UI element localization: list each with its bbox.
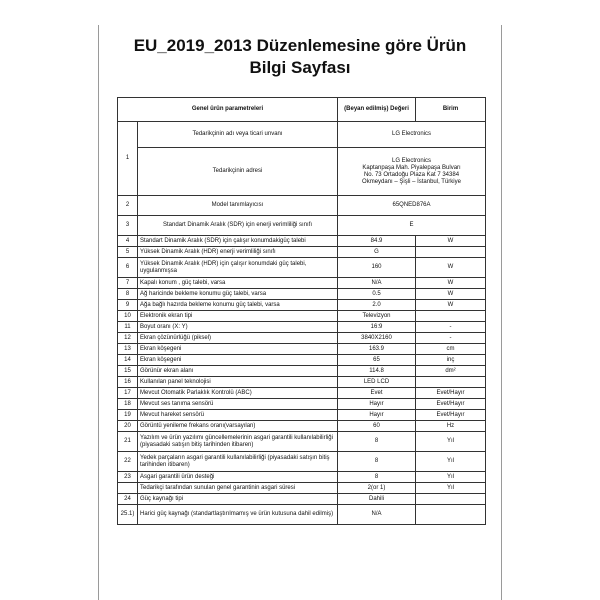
row-number: 23: [118, 472, 138, 483]
param-unit: dm²: [416, 366, 486, 377]
param-value: 0.5: [338, 289, 416, 300]
header-value: (Beyan edilmiş) Değeri: [338, 98, 416, 122]
row-number: 20: [118, 421, 138, 432]
param-unit: [416, 505, 486, 525]
param-label: Ekran köşegeni: [138, 344, 338, 355]
table-row: [118, 452, 486, 472]
table-row: [118, 278, 486, 289]
param-unit: Evet/Hayır: [416, 388, 486, 399]
param-value: Dahili: [338, 494, 416, 505]
param-label: Model tanımlayıcısı: [138, 196, 338, 216]
param-label: Kapalı konum , güç talebi, varsa: [138, 278, 338, 289]
table-row: [118, 377, 486, 388]
param-unit: Yıl: [416, 472, 486, 483]
param-unit: Yıl: [416, 483, 486, 494]
param-label: Yazılım ve ürün yazılımı güncellemelerinin asgari garantili kullanılabilirliği (piyasadaki satışın bitiş tarihinden itibaren): [138, 432, 338, 452]
param-value: Hayır: [338, 399, 416, 410]
row-number: 14: [118, 355, 138, 366]
param-unit: Evet/Hayır: [416, 410, 486, 421]
row-number: 4: [118, 236, 138, 247]
row-number: 3: [118, 216, 138, 236]
row-number: 21: [118, 432, 138, 452]
param-unit: Yıl: [416, 432, 486, 452]
row-number: 12: [118, 333, 138, 344]
table-row: [118, 258, 486, 278]
param-unit: [416, 377, 486, 388]
row-number: 15: [118, 366, 138, 377]
row-number: 11: [118, 322, 138, 333]
param-unit: Evet/Hayır: [416, 399, 486, 410]
param-value: N/A: [338, 278, 416, 289]
param-label: Görünür ekran alanı: [138, 366, 338, 377]
param-value: 16:9: [338, 322, 416, 333]
param-label: Ağa bağlı hazırda bekleme konumu güç talebi, varsa: [138, 300, 338, 311]
table-row: [118, 247, 486, 258]
table-row: [118, 289, 486, 300]
param-value: 2.0: [338, 300, 416, 311]
row-number: 8: [118, 289, 138, 300]
row-number: 13: [118, 344, 138, 355]
param-value: 8: [338, 452, 416, 472]
param-unit: -: [416, 333, 486, 344]
title-line-1: EU_2019_2013 Düzenlemesine göre Ürün: [133, 36, 467, 55]
row-number: 25.1): [118, 505, 138, 525]
row-number: 7: [118, 278, 138, 289]
table-row: [118, 483, 486, 494]
row-number: 16: [118, 377, 138, 388]
param-unit: Yıl: [416, 452, 486, 472]
param-value: Hayır: [338, 410, 416, 421]
header-param: Genel ürün parametreleri: [118, 98, 338, 122]
param-label: Standart Dinamik Aralık (SDR) için enerji verimliliği sınıfı: [138, 216, 338, 236]
row-number: 2: [118, 196, 138, 216]
param-unit: W: [416, 289, 486, 300]
table-row: [118, 311, 486, 322]
param-value: 2(or 1): [338, 483, 416, 494]
param-unit: W: [416, 278, 486, 289]
table-row: [118, 494, 486, 505]
row-number: 1: [118, 122, 138, 196]
param-label: Harici güç kaynağı (standartlaştırılmamış ve ürün kutusuna dahil edilmiş): [138, 505, 338, 525]
param-label: Yedek parçaların asgari garantili kullanılabilirliği (piyasadaki satışın bitiş tarihinden itibaren): [138, 452, 338, 472]
table-row: [118, 236, 486, 247]
table-row: [118, 432, 486, 452]
param-label: Mevcut Otomatik Parlaklık Kontrolü (ABC): [138, 388, 338, 399]
table-row: [118, 505, 486, 525]
param-label: Standart Dinamik Aralık (SDR) için çalışır konumdakigüç talebi: [138, 236, 338, 247]
address-line: No. 73 Ortadoğu Plaza Kat 7 34384: [363, 171, 460, 178]
row-number: 18: [118, 399, 138, 410]
row-number: 17: [118, 388, 138, 399]
param-value: 60: [338, 421, 416, 432]
param-unit: W: [416, 300, 486, 311]
param-unit: [416, 494, 486, 505]
param-label: Elektronik ekran tipi: [138, 311, 338, 322]
param-value: 65: [338, 355, 416, 366]
row-number: 10: [118, 311, 138, 322]
param-label: Mevcut hareket sensörü: [138, 410, 338, 421]
table-row: [118, 388, 486, 399]
table-row: [118, 344, 486, 355]
param-label: Kullanılan panel teknolojisi: [138, 377, 338, 388]
product-info-table: [117, 97, 486, 525]
param-value: Evet: [338, 388, 416, 399]
param-label: Güç kaynağı tipi: [138, 494, 338, 505]
param-unit: cm: [416, 344, 486, 355]
param-value: 160: [338, 258, 416, 278]
row-number: [118, 483, 138, 494]
param-value: N/A: [338, 505, 416, 525]
param-label: Görüntü yenileme frekans oranı(varsayılan): [138, 421, 338, 432]
param-value: 84.9: [338, 236, 416, 247]
supplier-name-value: LG Electronics: [338, 122, 486, 148]
param-value: 163.9: [338, 344, 416, 355]
supplier-address-value: [338, 148, 486, 196]
param-label: Yüksek Dinamik Aralık (HDR) enerji verimliliği sınıfı: [138, 247, 338, 258]
table-row: [118, 196, 486, 216]
param-label: Tedarikçi tarafından sunulan genel garantinin asgari süresi: [138, 483, 338, 494]
row-number: 22: [118, 452, 138, 472]
param-unit: inç: [416, 355, 486, 366]
address-line: Kaptanpaşa Mah. Piyalepaşa Bulvarı: [362, 164, 461, 171]
param-label: Boyut oranı (X: Y): [138, 322, 338, 333]
document-title: [99, 35, 501, 79]
param-value: Televizyon: [338, 311, 416, 322]
table-row: [118, 355, 486, 366]
param-label: Asgari garantili ürün desteği: [138, 472, 338, 483]
param-value: 8: [338, 472, 416, 483]
table-row: [118, 322, 486, 333]
title-line-2: Bilgi Sayfası: [249, 58, 351, 77]
supplier-name-label: Tedarikçinin adı veya ticari unvanı: [138, 122, 338, 148]
table-row: [118, 333, 486, 344]
supplier-address-label: Tedarikçinin adresi: [138, 148, 338, 196]
param-unit: Hz: [416, 421, 486, 432]
param-label: Mevcut ses tanıma sensörü: [138, 399, 338, 410]
param-label: Ağ haricinde bekleme konumu güç talebi, varsa: [138, 289, 338, 300]
param-value: 8: [338, 432, 416, 452]
param-label: Ekran köşegeni: [138, 355, 338, 366]
param-value: 65QNED876A: [338, 196, 486, 216]
row-number: 5: [118, 247, 138, 258]
row-number: 19: [118, 410, 138, 421]
table-row: [118, 421, 486, 432]
param-value: 114.8: [338, 366, 416, 377]
param-value: G: [338, 247, 416, 258]
table-row: [118, 122, 486, 148]
table-row: [118, 300, 486, 311]
row-number: 6: [118, 258, 138, 278]
table-row: [118, 410, 486, 421]
row-number: 24: [118, 494, 138, 505]
row-number: 9: [118, 300, 138, 311]
address-line: Okmeydanı – Şişli – İstanbul, Türkiye: [362, 178, 461, 185]
param-value: E: [338, 216, 486, 236]
table-header-row: [118, 98, 486, 122]
param-unit: W: [416, 236, 486, 247]
header-unit: Birim: [416, 98, 486, 122]
param-label: Yüksek Dinamik Aralık (HDR) için çalışır konumdaki güç talebi, uygulanmışsa: [138, 258, 338, 278]
document-sheet: [98, 25, 502, 600]
table-row: [118, 366, 486, 377]
table-row: [118, 399, 486, 410]
param-value: 3840X2160: [338, 333, 416, 344]
param-unit: W: [416, 258, 486, 278]
table-row: [118, 216, 486, 236]
param-value: LED LCD: [338, 377, 416, 388]
param-label: Ekran çözünürlüğü (piksel): [138, 333, 338, 344]
table-row: [118, 148, 486, 196]
address-line: LG Electronics: [392, 157, 432, 164]
param-unit: [416, 311, 486, 322]
param-unit: -: [416, 322, 486, 333]
param-unit: [416, 247, 486, 258]
table-row: [118, 472, 486, 483]
